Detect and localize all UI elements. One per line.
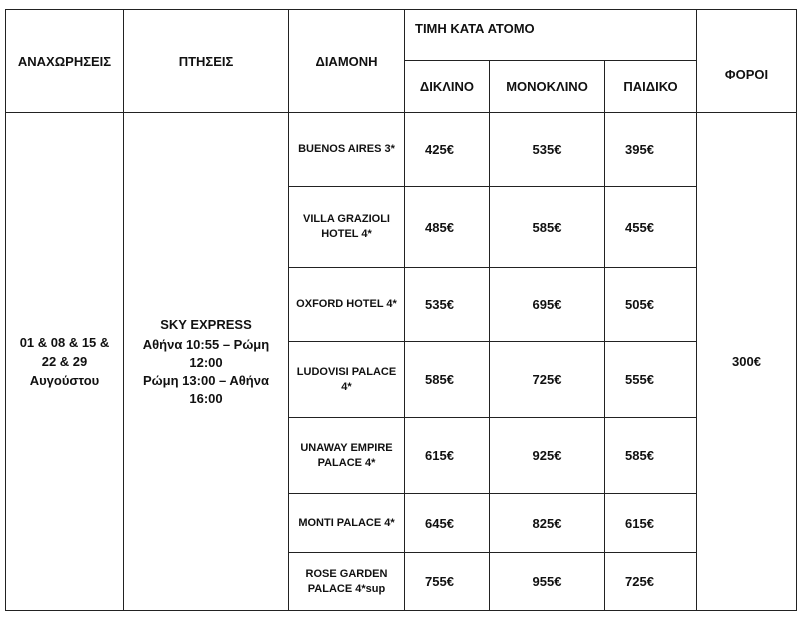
- price-single: 725€: [490, 342, 605, 418]
- price-child: 455€: [605, 187, 697, 268]
- taxes-value: 300€: [697, 113, 797, 611]
- table-row: [6, 113, 797, 187]
- flight-outbound: Αθήνα 10:55 – Ρώμη 12:00: [142, 336, 270, 370]
- header-departures: ΑΝΑΧΩΡΗΣΕΙΣ: [6, 10, 124, 113]
- price-child: 505€: [605, 268, 697, 342]
- header-row-1: [6, 10, 797, 61]
- header-taxes: ΦΟΡΟΙ: [697, 61, 797, 113]
- header-single: ΜΟΝΟΚΛΙΝΟ: [490, 61, 605, 113]
- price-single: 925€: [490, 418, 605, 494]
- header-accommodation: ΔΙΑΜΟΝΗ: [289, 10, 405, 113]
- price-double: 485€: [405, 187, 490, 268]
- price-table: [5, 9, 797, 611]
- price-child: 585€: [605, 418, 697, 494]
- price-double: 755€: [405, 553, 490, 611]
- price-child: 725€: [605, 553, 697, 611]
- hotel-name: BUENOS AIRES 3*: [289, 113, 405, 187]
- header-taxes-top: [697, 10, 797, 61]
- header-flights: ΠΤΗΣΕΙΣ: [124, 10, 289, 113]
- price-child: 615€: [605, 494, 697, 553]
- hotel-name: ROSE GARDEN PALACE 4*sup: [289, 553, 405, 611]
- departure-dates: 01 & 08 & 15 & 22 & 29 Αυγούστου: [6, 113, 124, 611]
- hotel-name: OXFORD HOTEL 4*: [289, 268, 405, 342]
- price-double: 585€: [405, 342, 490, 418]
- price-table-container: [5, 9, 797, 611]
- hotel-name: VILLA GRAZIOLI HOTEL 4*: [289, 187, 405, 268]
- airline-name: SKY EXPRESS: [160, 316, 252, 332]
- price-single: 585€: [490, 187, 605, 268]
- price-child: 555€: [605, 342, 697, 418]
- price-single: 535€: [490, 113, 605, 187]
- hotel-name: UNAWAY EMPIRE PALACE 4*: [289, 418, 405, 494]
- price-single: 695€: [490, 268, 605, 342]
- price-child: 395€: [605, 113, 697, 187]
- price-double: 535€: [405, 268, 490, 342]
- flight-return: Ρώμη 13:00 – Αθήνα 16:00: [143, 372, 269, 406]
- price-double: 425€: [405, 113, 490, 187]
- price-single: 955€: [490, 553, 605, 611]
- header-child: ΠΑΙΔΙΚΟ: [605, 61, 697, 113]
- price-double: 645€: [405, 494, 490, 553]
- hotel-name: MONTI PALACE 4*: [289, 494, 405, 553]
- price-single: 825€: [490, 494, 605, 553]
- header-price-per-person: ΤΙΜΗ ΚΑΤΑ ΑΤΟΜΟ: [405, 10, 697, 61]
- hotel-name: LUDOVISI PALACE 4*: [289, 342, 405, 418]
- price-double: 615€: [405, 418, 490, 494]
- flight-info: [124, 113, 289, 611]
- header-double: ΔΙΚΛΙΝΟ: [405, 61, 490, 113]
